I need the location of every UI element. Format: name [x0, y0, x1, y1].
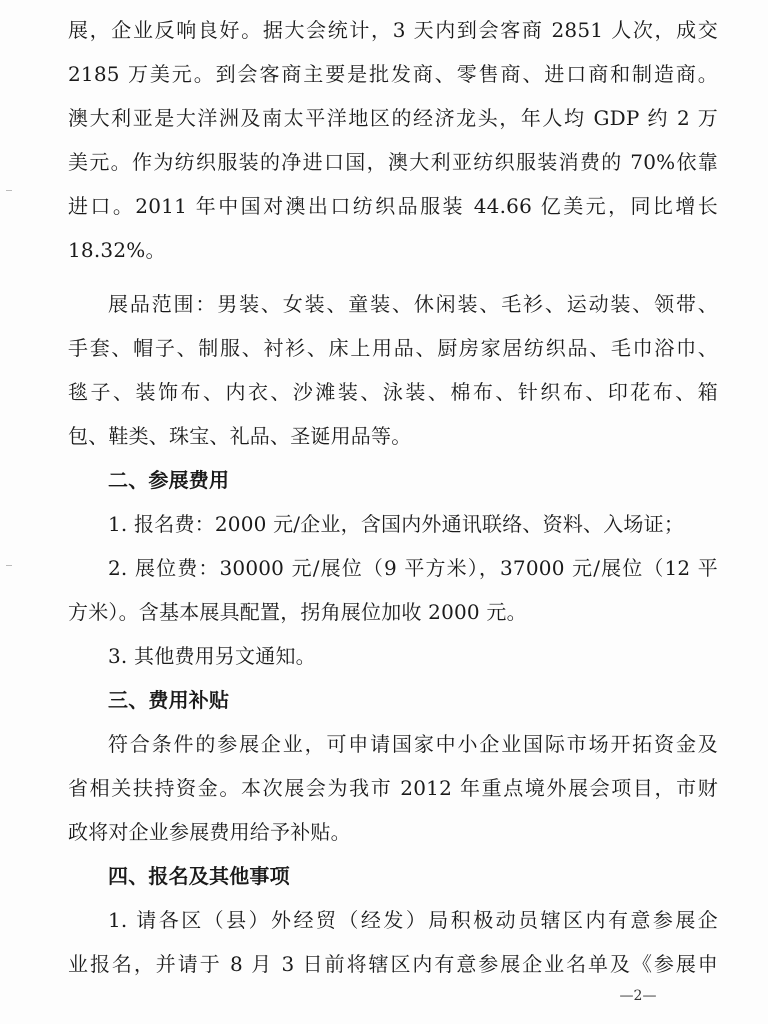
list-item-continuation: 业报名，并请于 8 月 3 日前将辖区内有意参展企业名单及《参展申: [68, 952, 718, 976]
paragraph-line: 澳大利亚是大洋洲及南太平洋地区的经济龙头，年人均 GDP 约 2 万: [68, 106, 718, 130]
section-heading-subsidy: 三、费用补贴: [108, 688, 230, 712]
paragraph-line: 省相关扶持资金。本次展会为我市 2012 年重点境外展会项目，市财: [68, 776, 718, 800]
margin-mark: [6, 565, 12, 566]
paragraph-line: 展，企业反响良好。据大会统计，3 天内到会客商 2851 人次，成交: [68, 18, 718, 42]
paragraph-line: 包、鞋类、珠宝、礼品、圣诞用品等。: [68, 424, 412, 448]
paragraph-line: 美元。作为纺织服装的净进口国，澳大利亚纺织服装消费的 70%依靠: [68, 150, 718, 174]
list-item: 1. 请各区（县）外经贸（经发）局积极动员辖区内有意参展企: [108, 908, 718, 932]
document-body: [68, 8, 718, 986]
list-item: 1. 报名费：2000 元/企业，含国内外通讯联络、资料、入场证；: [108, 512, 685, 536]
paragraph-line: 2185 万美元。到会客商主要是批发商、零售商、进口商和制造商。: [68, 62, 718, 86]
margin-mark: [6, 190, 12, 191]
paragraph-line: 进口。2011 年中国对澳出口纺织品服装 44.66 亿美元，同比增长: [68, 194, 718, 218]
paragraph-line: 18.32%。: [68, 238, 166, 262]
paragraph-line: 政将对企业参展费用给予补贴。: [68, 820, 351, 844]
list-item: 3. 其他费用另文通知。: [108, 644, 316, 668]
section-heading-fees: 二、参展费用: [108, 468, 230, 492]
list-item: 2. 展位费：30000 元/展位（9 平方米），37000 元/展位（12 平: [108, 556, 718, 580]
list-item-continuation: 方米）。含基本展具配置，拐角展位加收 2000 元。: [68, 600, 527, 624]
paragraph-line: 毯子、装饰布、内衣、沙滩装、泳装、棉布、针织布、印花布、箱: [68, 380, 718, 404]
paragraph-line: 手套、帽子、制服、衬衫、床上用品、厨房家居纺织品、毛巾浴巾、: [68, 336, 718, 360]
page-number: —2—: [619, 988, 657, 1004]
section-heading-registration: 四、报名及其他事项: [108, 864, 290, 888]
paragraph-line: 符合条件的参展企业，可申请国家中小企业国际市场开拓资金及: [108, 732, 718, 756]
paragraph-line: 展品范围：男装、女装、童装、休闲装、毛衫、运动装、领带、: [108, 292, 718, 316]
